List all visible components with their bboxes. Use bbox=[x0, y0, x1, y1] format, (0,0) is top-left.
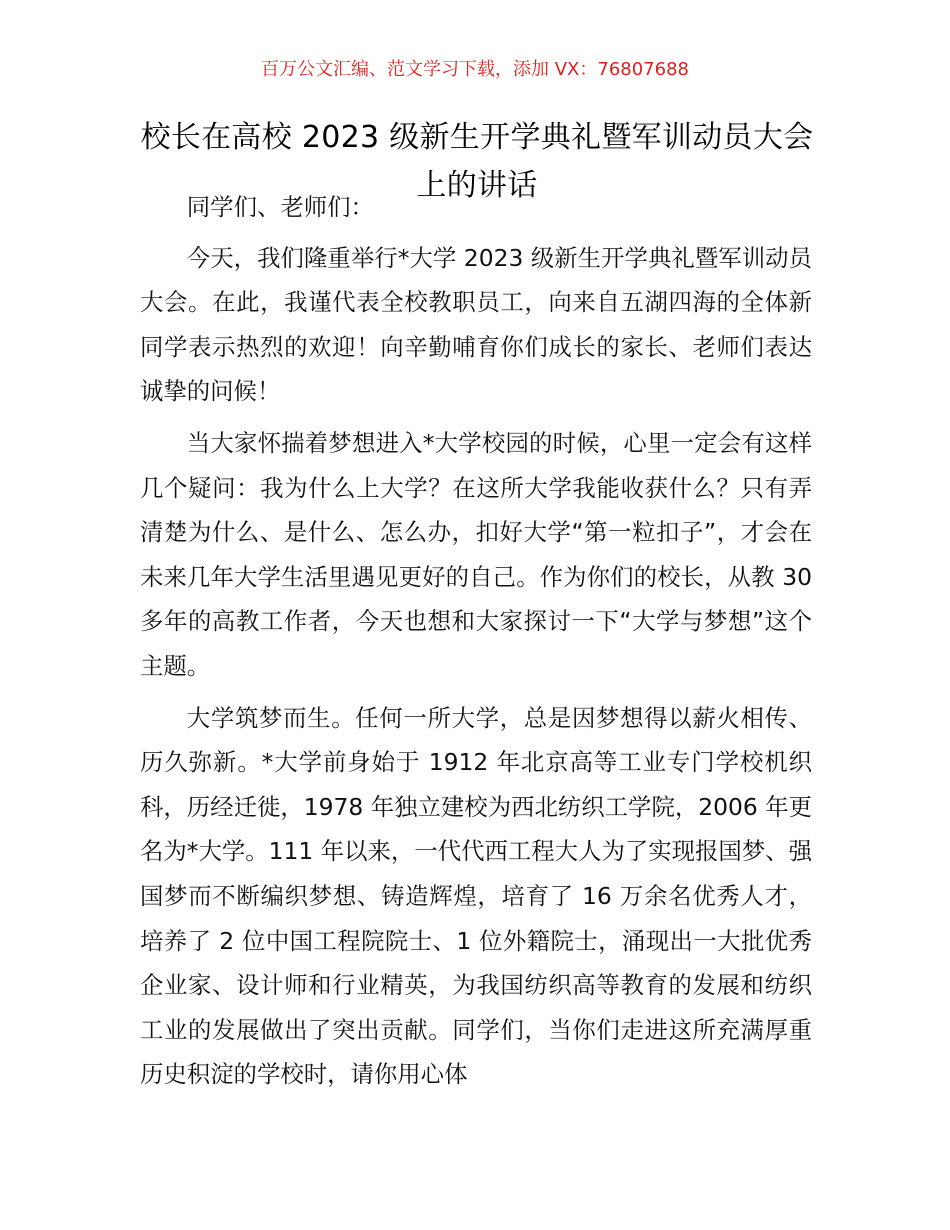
paragraph-questions: 当大家怀揣着梦想进入*大学校园的时候，心里一定会有这样几个疑问：我为什么上大学？在这所大学我能收获什么？只有弄清楚为什么、是什么、怎么办，扣好大学“第一粒扣子”，才会在未来几年大学生活里遇见更好的自己。作为你们的校长，从教 30 多年的高教工作者，今天也想和大家探讨一下“大学与梦想”这个主题。 bbox=[140, 428, 812, 680]
document-body bbox=[140, 185, 812, 1104]
paragraph-welcome: 今天，我们隆重举行*大学 2023 级新生开学典礼暨军训动员大会。在此，我谨代表全校教职员工，向来自五湖四海的全体新同学表示热烈的欢迎！向辛勤哺育你们成长的家长、老师们表达诚挚的问候！ bbox=[140, 243, 812, 406]
greeting: 同学们、老师们： bbox=[186, 193, 374, 221]
watermark-header: 百万公文汇编、范文学习下载，添加 VX：76807688 bbox=[261, 59, 689, 80]
paragraph-history: 大学筑梦而生。任何一所大学，总是因梦想得以薪火相传、历久弥新。*大学前身始于 1912 年北京高等工业专门学校机织科，历经迁徙，1978 年独立建校为西北纺织工学院，2006 年更名为*大学。111 年以来，一代代西工程大人为了实现报国梦、强国梦而不断编织梦想、铸造辉煌，培育了 16 万余名优秀人才，培养了 2 位中国工程院院士、1 位外籍院士，涌现出一大批优秀企业家、设计师和行业精英，为我国纺织高等教育的发展和纺织工业的发展做出了突出贡献。同学们，当你们走进这所充满厚重历史积淀的学校时，请你用心体 bbox=[140, 703, 812, 1089]
document-title: 校长在高校 2023 级新生开学典礼暨军训动员大会上的讲话 bbox=[140, 120, 814, 203]
